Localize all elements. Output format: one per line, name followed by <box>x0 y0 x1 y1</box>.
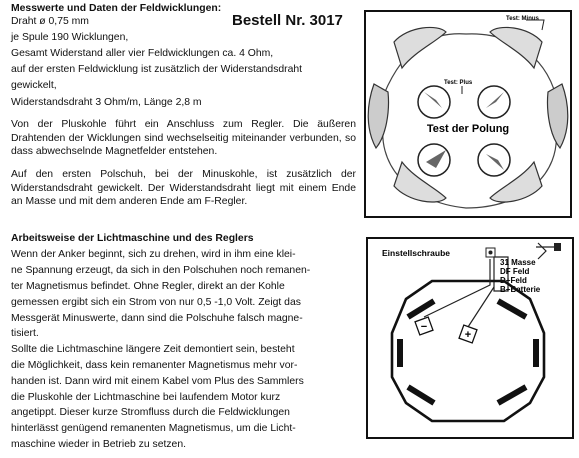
section1-heading: Messwerte und Daten der Feldwicklungen: <box>11 3 222 14</box>
field-coil <box>548 84 568 148</box>
polarity-test-figure <box>364 10 572 218</box>
terminal-label-d-plus: D+Feld <box>500 276 527 285</box>
adjusting-screw-label: Einstellschraube <box>382 248 451 258</box>
order-number-badge: Bestell Nr. 3017 <box>229 12 346 29</box>
minus-brush-symbol: − <box>420 321 428 333</box>
field-coil <box>368 84 388 148</box>
section2-line: maschine wieder in Betrieb zu setzen. <box>11 439 186 450</box>
section2-line: gemessen ergibt sich ein Strom von nur 0,5 -1,0 Volt. Zeigt das <box>11 297 301 308</box>
spec-line: Gesamt Widerstand aller vier Feldwicklungen ca. 4 Ohm, <box>11 48 274 59</box>
section2-line: ter Magnetismus befindet. Ohne Regler, direkt an der Kohle <box>11 281 285 292</box>
section2-line: ne Spannung erzeugt, da sich in den Polschuhen noch remanen- <box>11 265 311 276</box>
plus-brush-symbol: + <box>464 329 472 341</box>
field-coil <box>490 27 542 68</box>
field-wire <box>468 287 494 327</box>
section2-line: die Möglichkeit, dass kein remanenter Magnetismus mehr vor- <box>11 360 298 371</box>
section2-line: Wenn der Anker beginnt, sich zu drehen, wird in ihm eine klei- <box>11 249 296 260</box>
section2-line: die Pluskohle der Lichtmaschine bei laufendem Motor kurz <box>11 392 281 403</box>
battery-terminal-icon <box>554 243 561 251</box>
field-coil <box>394 27 446 68</box>
spec-line: Widerstandsdraht 3 Ohm/m, Länge 2,8 m <box>11 97 202 108</box>
compass-icon <box>418 86 450 118</box>
ground-arrow-icon <box>538 243 546 259</box>
pole-shoe <box>408 387 434 403</box>
test-minus-label: Test: Minus <box>506 16 539 22</box>
terminal-label-masse: 31 Masse <box>500 258 536 267</box>
section2-line: hinterlässt genügend remanenten Magnetismus, um die Licht- <box>11 423 296 434</box>
test-plus-label: Test: Plus <box>444 80 473 86</box>
regulator-wiring-drawing <box>368 239 572 437</box>
section2-line: Sollte die Lichtmaschine längere Zeit demontiert sein, besteht <box>11 344 295 355</box>
section1-paragraph: Von der Pluskohle führt ein Anschluss zum Regler. Die äußeren Drahtenden der Wicklungen sind wechselseitig miteinander verbunden, so dass abwechselnde Magnetfelder entstehen. <box>11 119 356 158</box>
screw-head-icon <box>489 251 493 255</box>
spec-line: gewickelt, <box>11 80 57 91</box>
polarity-test-drawing <box>366 12 570 216</box>
section2-heading: Arbeitsweise der Lichtmaschine und des Reglers <box>11 233 254 244</box>
spec-line: auf der ersten Feldwicklung ist zusätzlich der Widerstandsdraht <box>11 64 303 75</box>
pole-shoe <box>498 301 526 317</box>
spec-line: je Spule 190 Wicklungen, <box>11 32 129 43</box>
generator-housing <box>392 281 544 421</box>
pole-shoe <box>498 387 526 403</box>
section2-line: tisiert. <box>11 328 39 339</box>
spec-line: Draht ø 0,75 mm <box>11 16 89 27</box>
terminal-label-df: DF Feld <box>500 267 530 276</box>
section1-paragraph: Auf den ersten Polschuh, bei der Minuskohle, ist zusätzlich der Widerstandsdraht gewickelt. Der Widerstandsdraht liegt mit einem Ende an Masse und mit dem anderen Ende am F-Regler. <box>11 169 356 208</box>
polarity-test-title: Test der Polung <box>426 123 510 135</box>
section2-line: Messgerät Minuswerte, dann sind die Polschuhe falsch magne- <box>11 313 303 324</box>
regulator-wiring-figure <box>366 237 574 439</box>
terminal-label-b-plus: B+Batterie <box>500 285 541 294</box>
section2-line: angetippt. Dieser kurze Stromfluss durch die Feldwicklungen <box>11 407 290 418</box>
section2-line: handen ist. Dann wird mit einem Kabel vom Plus des Sammlers <box>11 376 304 387</box>
